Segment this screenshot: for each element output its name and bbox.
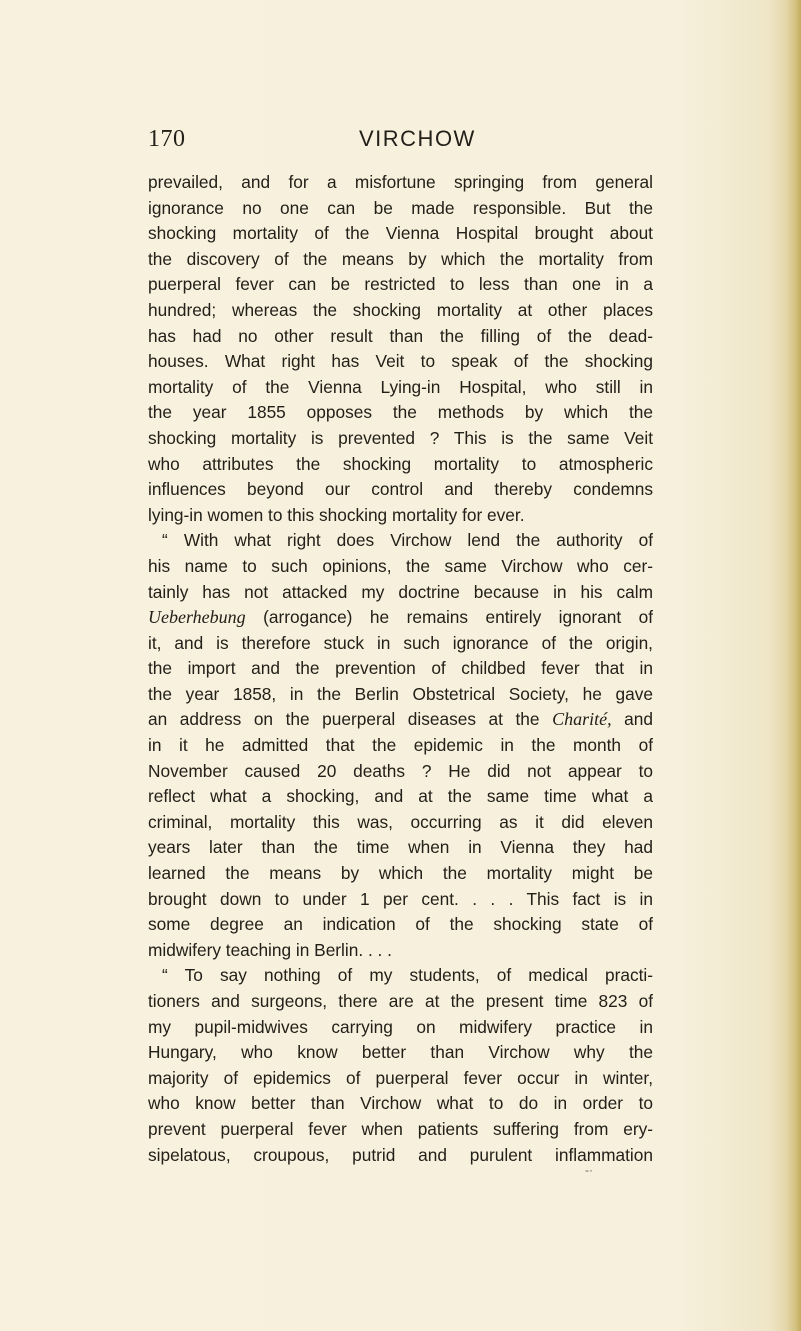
text-line: the import and the prevention of childbed fever that in xyxy=(148,658,653,679)
text-line: the year 1855 opposes the methods by which the xyxy=(148,402,653,423)
text-line: shocking mortality of the Vienna Hospital brought about xyxy=(148,223,653,244)
text-line: in it he admitted that the epidemic in the month of xyxy=(148,735,653,756)
page-edge-shadow xyxy=(787,0,801,1331)
text-line: his name to such opinions, the same Virchow who cer- xyxy=(148,555,653,576)
text-line: influences beyond our control and thereby condemns xyxy=(148,479,653,500)
text-line: midwifery teaching in Berlin. . . . xyxy=(148,939,392,960)
text-line: ignorance no one can be made responsible. But the xyxy=(148,197,653,218)
text-line: November caused 20 deaths ? He did not appear to xyxy=(148,760,653,781)
text-line: my pupil-midwives carrying on midwifery practice in xyxy=(148,1016,653,1037)
text-line: tainly has not attacked my doctrine because in his calm xyxy=(148,581,653,602)
text-line: years later than the time when in Vienna they had xyxy=(148,837,653,858)
text-line: Hungary, who know better than Virchow why the xyxy=(148,1042,653,1063)
text-line: tioners and surgeons, there are at the present time 823 of xyxy=(148,991,653,1011)
printer-mark: -· xyxy=(585,1163,593,1177)
text-line: has had no other result than the filling of the dead- xyxy=(148,325,653,346)
text-line: learned the means by which the mortality might be xyxy=(148,863,653,884)
text-line: hundred; whereas the shocking mortality at other places xyxy=(148,299,653,320)
text-line: prevent puerperal fever when patients suffering from ery- xyxy=(148,1118,653,1139)
text-line: the discovery of the means by which the mortality from xyxy=(148,248,653,269)
italic-term: Charité, xyxy=(552,709,612,730)
text-line: houses. What right has Veit to speak of the shocking xyxy=(148,351,653,372)
text-fragment: and xyxy=(611,709,653,730)
text-line: prevailed, and for a misfortune springing from general xyxy=(148,172,653,192)
text-line: it, and is therefore stuck in such ignorance of the origin, xyxy=(148,632,653,653)
text-line-italic-term xyxy=(148,605,653,631)
body-text xyxy=(148,170,653,1168)
text-line: who attributes the shocking mortality to atmospheric xyxy=(148,453,653,474)
text-line: “ With what right does Virchow lend the authority of xyxy=(162,530,653,551)
text-line: sipelatous, croupous, putrid and purulent inflammation xyxy=(148,1144,653,1165)
text-line: puerperal fever can be restricted to less than one in a xyxy=(148,274,653,295)
text-line: majority of epidemics of puerperal fever occur in winter, xyxy=(148,1067,653,1088)
text-line: lying-in women to this shocking mortality for ever. xyxy=(148,504,525,525)
page-number: 170 xyxy=(148,126,186,152)
text-line: mortality of the Vienna Lying-in Hospital, who still in xyxy=(148,376,653,397)
text-line: the year 1858, in the Berlin Obstetrical Society, he gave xyxy=(148,683,653,704)
text-line: criminal, mortality this was, occurring as it did eleven xyxy=(148,811,653,832)
text-line: who know better than Virchow what to do in order to xyxy=(148,1093,653,1114)
page-header xyxy=(148,124,653,154)
text-line: some degree an indication of the shocking state of xyxy=(148,914,653,935)
italic-term: Ueberhebung xyxy=(148,607,246,628)
text-fragment: an address on the puerperal diseases at the xyxy=(148,709,553,730)
text-line: shocking mortality is prevented ? This is the same Veit xyxy=(148,427,653,448)
running-head: VIRCHOW xyxy=(359,126,476,151)
text-line: “ To say nothing of my students, of medical practi- xyxy=(162,965,653,986)
text-line: reflect what a shocking, and at the same time what a xyxy=(148,786,653,807)
text-fragment: (arrogance) he remains entirely ignorant of xyxy=(245,607,653,628)
text-line: brought down to under 1 per cent. . . . This fact is in xyxy=(148,888,653,909)
text-line-italic-term xyxy=(148,707,653,733)
